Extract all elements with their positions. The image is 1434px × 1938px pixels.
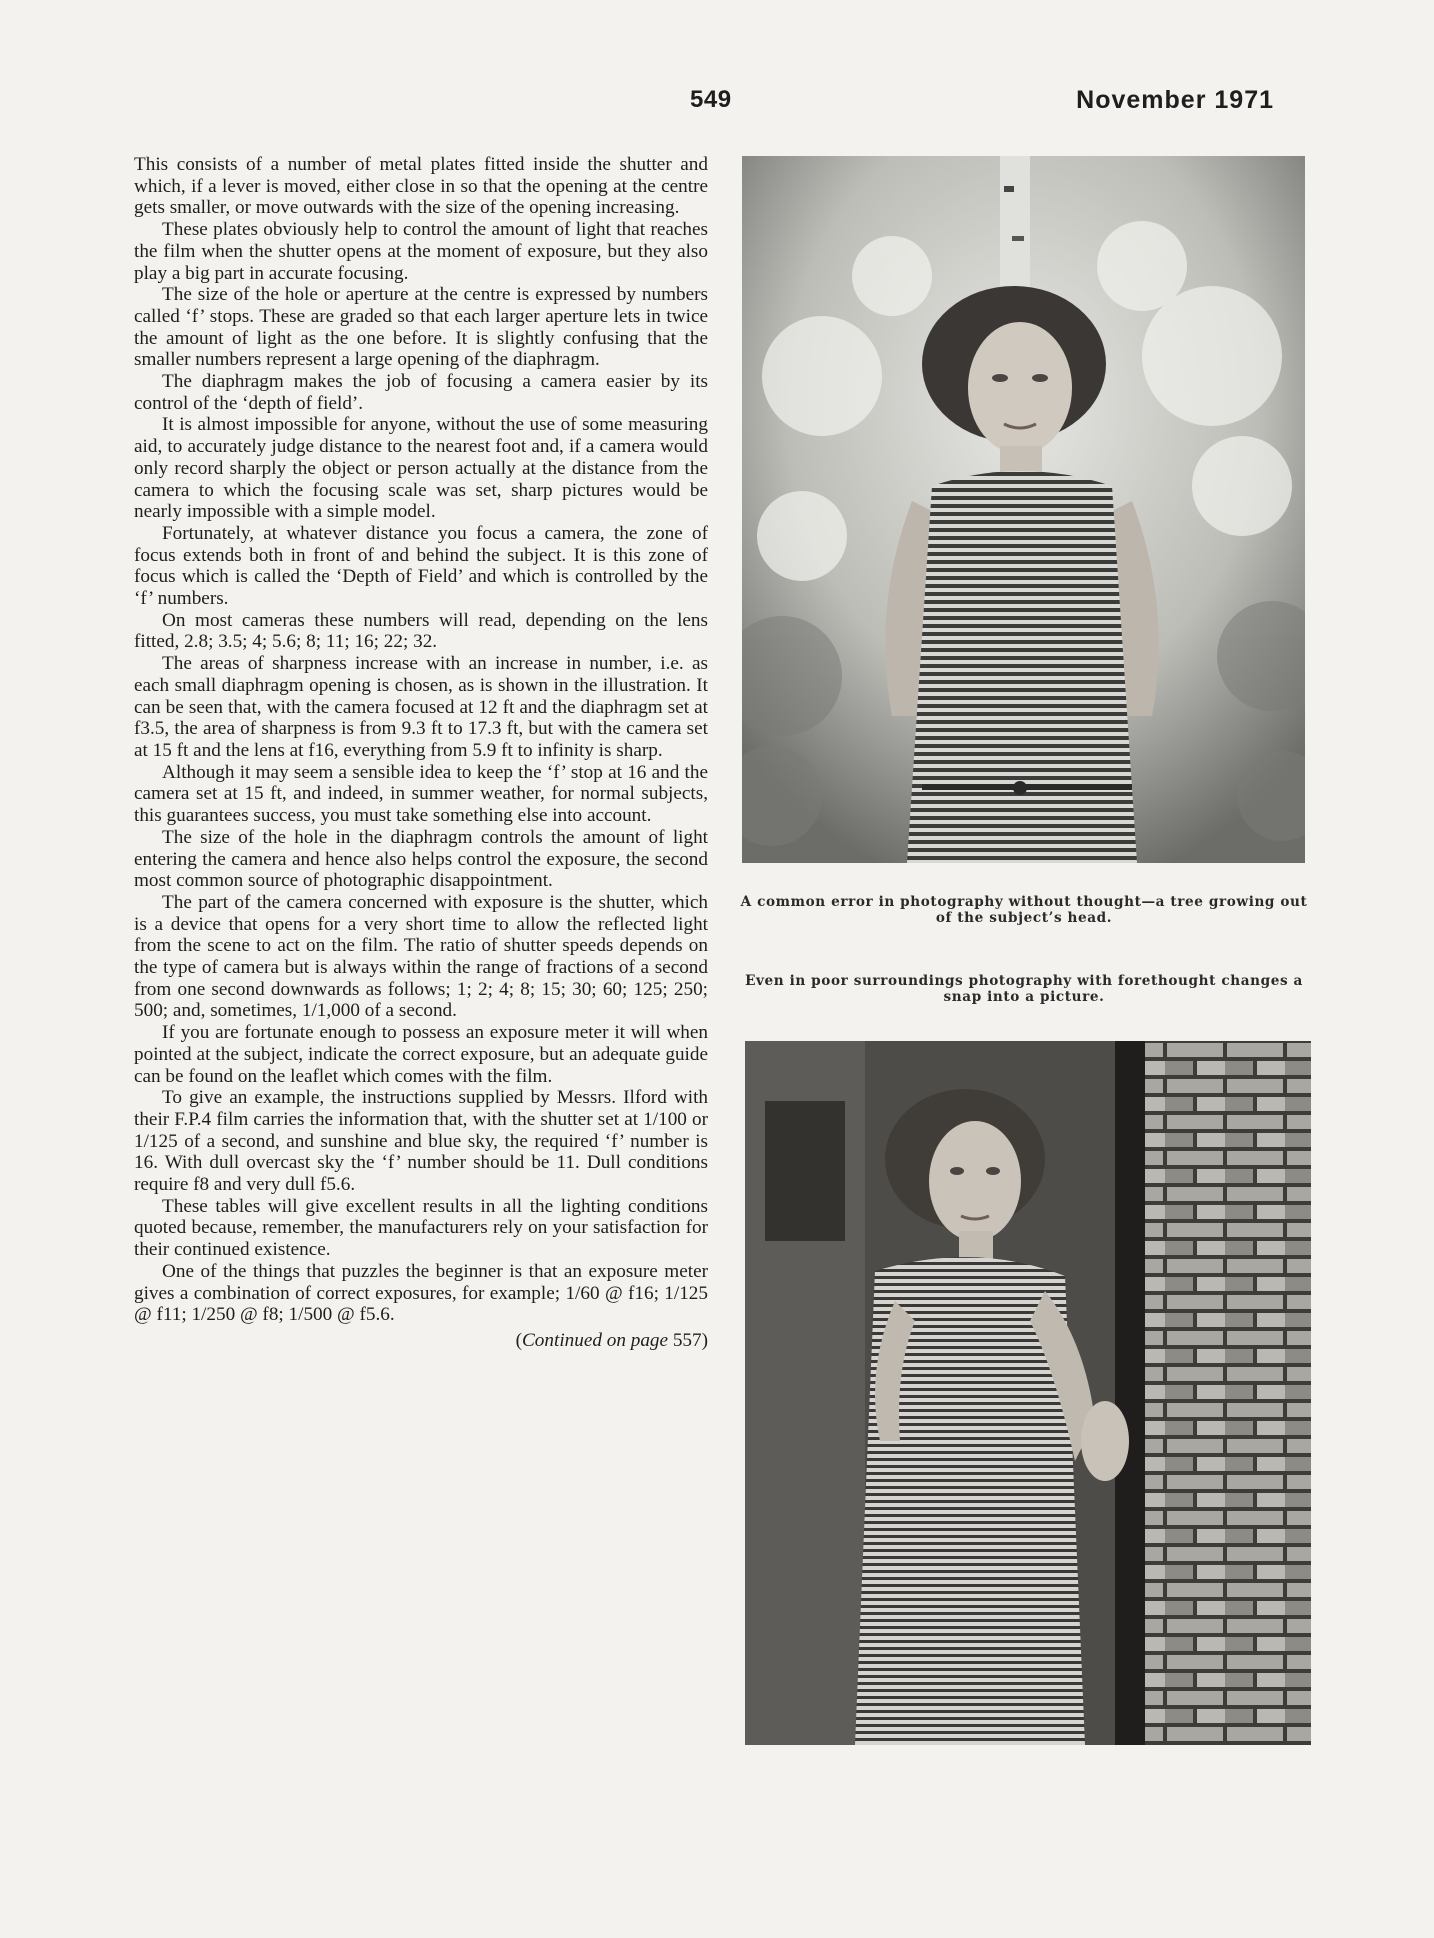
paragraph: The size of the hole in the diaphragm controls the amount of light entering the camera and hence also helps control the exposure, the second most common source of photographic disappointment. [134, 826, 708, 892]
photo-woman-brick-wall [745, 1041, 1311, 1745]
continued-label: Continued on page [522, 1329, 669, 1351]
paragraph: The diaphragm makes the job of focusing a camera easier by its control of the ‘depth of field’. [134, 371, 708, 414]
paragraph: The size of the hole or aperture at the centre is expressed by numbers called ‘f’ stops. These are graded so that each larger aperture lets in twice the amount of light as the one before. It is slightly confusing that the smaller numbers represent a large opening of the diaphragm. [134, 284, 708, 371]
paragraph: It is almost impossible for anyone, without the use of some measuring aid, to accurately judge distance to the nearest foot and, if a camera would only record sharply the object or person actually at the distance from the camera to which the focusing scale was set, sharp pictures would be nearly impossible with a simple model. [134, 414, 708, 523]
paragraph: To give an example, the instructions supplied by Messrs. Ilford with their F.P.4 film carries the information that, with the shutter set at 1/100 or 1/125 of a second, and sunshine and blue sky, the required ‘f’ number is 16. With dull overcast sky the ‘f’ number should be 11. Dull conditions require f8 and very dull f5.6. [134, 1087, 708, 1196]
paragraph: The part of the camera concerned with exposure is the shutter, which is a device that opens for a very short time to allow the reflected light from the scene to act on the film. The ratio of shutter speeds depends on the type of camera but is always within the range of fractions of a second from one second downwards as follows; 1; 2; 4; 8; 15; 30; 60; 125; 250; 500; and, sometimes, 1/1,000 of a second. [134, 891, 708, 1022]
paragraph: If you are fortunate enough to possess an exposure meter it will when pointed at the subject, indicate the correct exposure, but an adequate guide can be found on the leaflet which comes with the film. [134, 1022, 708, 1087]
paragraph: These plates obviously help to control the amount of light that reaches the film when the shutter opens at the moment of exposure, but they also play a big part in accurate focusing. [134, 219, 708, 284]
paragraph: The areas of sharpness increase with an increase in number, i.e. as each small diaphragm opening is chosen, as is shown in the illustration. It can be seen that, with the camera focused at 12 ft and the diaphragm set at f3.5, the area of sharpness is from 9.3 ft to 17.3 ft, but with the camera set at 15 ft and the lens at f16, everything from 5.9 ft to infinity is sharp. [134, 653, 708, 761]
caption-top-photo: A common error in photography without thought—a tree growing out of the subject’s head. [740, 894, 1308, 926]
page-number: 549 [690, 86, 732, 113]
continued-page: 557 [672, 1329, 702, 1351]
paragraph: Fortunately, at whatever distance you focus a camera, the zone of focus extends both in front of and behind the subject. It is this zone of focus which is called the ‘Depth of Field’ and which is controlled by the ‘f’ numbers. [134, 522, 708, 610]
paragraph: On most cameras these numbers will read, depending on the lens fitted, 2.8; 3.5; 4; 5.6; 8; 11; 16; 22; 32. [134, 609, 708, 653]
continued-note: (Continued on page 557) [515, 1329, 708, 1351]
article-text-column [134, 154, 708, 1352]
paragraph: One of the things that puzzles the beginner is that an exposure meter gives a combination of correct exposures, for example; 1/60 @ f16; 1/125 @ f11; 1/250 @ f8; 1/500 @ f5.6. [134, 1260, 708, 1326]
photo-woman-tree [742, 156, 1305, 863]
caption-bottom-photo: Even in poor surroundings photography with forethought changes a snap into a picture. [745, 973, 1303, 1005]
paragraph: These tables will give excellent results in all the lighting conditions quoted because, remember, the manufacturers rely on your satisfaction for their continued existence. [134, 1195, 708, 1261]
issue-date: November 1971 [1076, 86, 1274, 114]
paragraph: This consists of a number of metal plates fitted inside the shutter and which, if a lever is moved, either close in so that the opening at the centre gets smaller, or move outwards with the size of the opening increasing. [134, 154, 708, 219]
paragraph: Although it may seem a sensible idea to keep the ‘f’ stop at 16 and the camera set at 15 ft, and indeed, in summer weather, for normal subjects, this guarantees success, you must take something else into account. [134, 761, 708, 827]
